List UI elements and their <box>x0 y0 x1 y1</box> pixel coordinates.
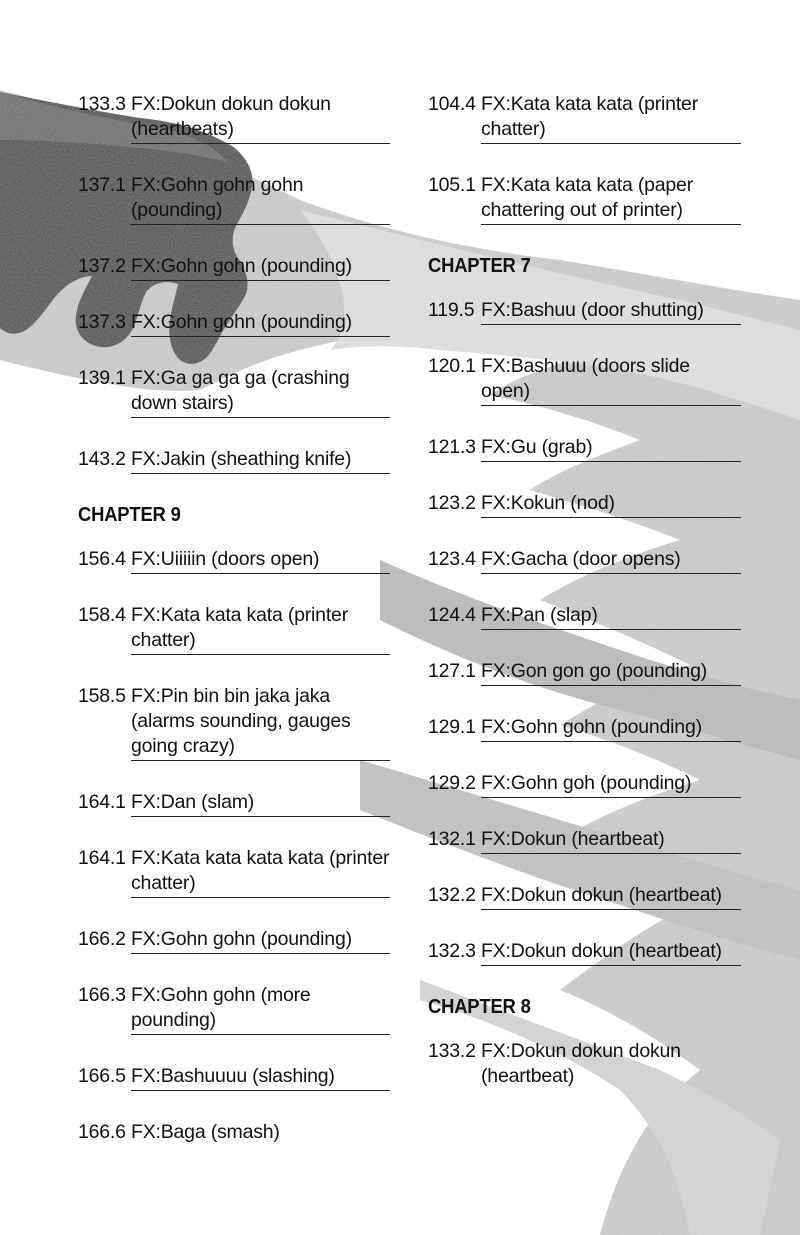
page-panel-number: 123.4 <box>428 548 476 570</box>
fx-translation: FX:Kata kata kata (printer chatter) <box>481 92 741 144</box>
fx-translation: FX:Gu (grab) <box>481 435 741 462</box>
fx-translation: FX:Gon gon go (pounding) <box>481 659 741 686</box>
page-panel-number: 121.3 <box>428 436 476 458</box>
page-panel-number: 166.5 <box>78 1065 126 1087</box>
fx-translation: FX:Dokun dokun dokun (heartbeat) <box>481 1040 681 1087</box>
page-panel-number: 105.1 <box>428 174 476 196</box>
fx-translation: FX:Gohn gohn (pounding) <box>131 927 390 954</box>
fx-entry <box>78 927 390 954</box>
fx-translation: FX:Bashuuuu (slashing) <box>131 1064 390 1091</box>
fx-translation: FX:Dokun dokun (heartbeat) <box>481 939 741 966</box>
page-panel-number: 127.1 <box>428 660 476 682</box>
page-panel-number: 137.2 <box>78 255 126 277</box>
page-panel-number: 132.2 <box>428 884 476 906</box>
fx-entry <box>428 883 741 910</box>
page-panel-number: 166.3 <box>78 984 126 1006</box>
fx-entry <box>78 790 390 817</box>
fx-entry <box>428 435 741 462</box>
fx-translation: FX:Dokun dokun (heartbeat) <box>481 883 741 910</box>
fx-entry <box>428 92 741 144</box>
fx-translation: FX:Dan (slam) <box>131 790 390 817</box>
fx-entry <box>78 447 390 474</box>
fx-entry <box>428 827 741 854</box>
page-panel-number: 133.3 <box>78 93 126 115</box>
fx-entry <box>428 1039 741 1090</box>
fx-entry <box>428 715 741 742</box>
page-panel-number: 133.2 <box>428 1040 476 1062</box>
page-panel-number: 129.2 <box>428 772 476 794</box>
page-panel-number: 158.4 <box>78 604 126 626</box>
fx-entry <box>428 173 741 225</box>
fx-entry <box>78 983 390 1035</box>
chapter-heading: CHAPTER 8 <box>428 996 531 1018</box>
page-panel-number: 137.3 <box>78 311 126 333</box>
fx-entry <box>78 254 390 281</box>
fx-translation: FX:Dokun dokun dokun (heartbeats) <box>131 92 390 144</box>
fx-translation: FX:Pin bin bin jaka jaka (alarms sounding, gauges going crazy) <box>131 684 390 761</box>
page-panel-number: 166.6 <box>78 1121 126 1143</box>
fx-entry <box>428 491 741 518</box>
fx-translation: FX:Gohn gohn gohn (pounding) <box>131 173 390 225</box>
page-panel-number: 132.1 <box>428 828 476 850</box>
right-column <box>428 92 741 1119</box>
fx-translation: FX:Ga ga ga ga (crashing down stairs) <box>131 366 390 418</box>
fx-entry <box>78 1064 390 1091</box>
fx-entry <box>428 939 741 966</box>
fx-entry <box>78 173 390 225</box>
page-panel-number: 123.2 <box>428 492 476 514</box>
fx-translation: FX:Dokun (heartbeat) <box>481 827 741 854</box>
page-panel-number: 120.1 <box>428 355 476 377</box>
page-panel-number: 166.2 <box>78 928 126 950</box>
fx-entry <box>428 603 741 630</box>
fx-translation: FX:Jakin (sheathing knife) <box>131 447 390 474</box>
page-panel-number: 143.2 <box>78 448 126 470</box>
page-panel-number: 104.4 <box>428 93 476 115</box>
fx-translation: FX:Kata kata kata (printer chatter) <box>131 603 390 655</box>
fx-translation: FX:Kata kata kata (paper chattering out of printer) <box>481 173 741 225</box>
fx-entry <box>428 547 741 574</box>
fx-translation: FX:Gohn goh (pounding) <box>481 771 741 798</box>
fx-translation: FX:Bashuuu (doors slide open) <box>481 354 741 406</box>
fx-entry <box>78 684 390 761</box>
chapter-heading: CHAPTER 9 <box>78 504 181 526</box>
fx-translation: FX:Uiiiiin (doors open) <box>131 547 390 574</box>
page-panel-number: 119.5 <box>428 299 475 321</box>
page-panel-number: 164.1 <box>78 791 126 813</box>
fx-entry <box>78 603 390 655</box>
fx-entry <box>428 771 741 798</box>
fx-translation: FX:Gohn gohn (pounding) <box>131 254 390 281</box>
fx-entry <box>78 310 390 337</box>
fx-entry <box>428 354 741 406</box>
fx-entry <box>78 92 390 144</box>
page-panel-number: 132.3 <box>428 940 476 962</box>
fx-translation: FX:Gohn gohn (more pounding) <box>131 983 390 1035</box>
fx-translation: FX:Pan (slap) <box>481 603 741 630</box>
fx-entry <box>78 366 390 418</box>
page-panel-number: 124.4 <box>428 604 476 626</box>
page-panel-number: 158.5 <box>78 685 126 707</box>
fx-entry <box>78 547 390 574</box>
chapter-heading: CHAPTER 7 <box>428 255 531 277</box>
page-panel-number: 156.4 <box>78 548 126 570</box>
fx-translation: FX:Gohn gohn (pounding) <box>131 310 390 337</box>
page-panel-number: 139.1 <box>78 367 126 389</box>
fx-translation: FX:Gohn gohn (pounding) <box>481 715 741 742</box>
fx-entry <box>428 659 741 686</box>
fx-translation: FX:Kata kata kata kata (printer chatter) <box>131 846 390 898</box>
page-panel-number: 129.1 <box>428 716 476 738</box>
fx-translation: FX:Kokun (nod) <box>481 491 741 518</box>
fx-translation: FX:Gacha (door opens) <box>481 547 741 574</box>
page-panel-number: 164.1 <box>78 847 126 869</box>
fx-translation: FX:Bashuu (door shutting) <box>481 298 741 325</box>
fx-entry <box>78 1120 390 1146</box>
page-panel-number: 137.1 <box>78 174 126 196</box>
fx-entry <box>428 298 741 325</box>
left-column <box>78 92 390 1175</box>
fx-translation: FX:Baga (smash) <box>131 1121 280 1143</box>
fx-entry <box>78 846 390 898</box>
